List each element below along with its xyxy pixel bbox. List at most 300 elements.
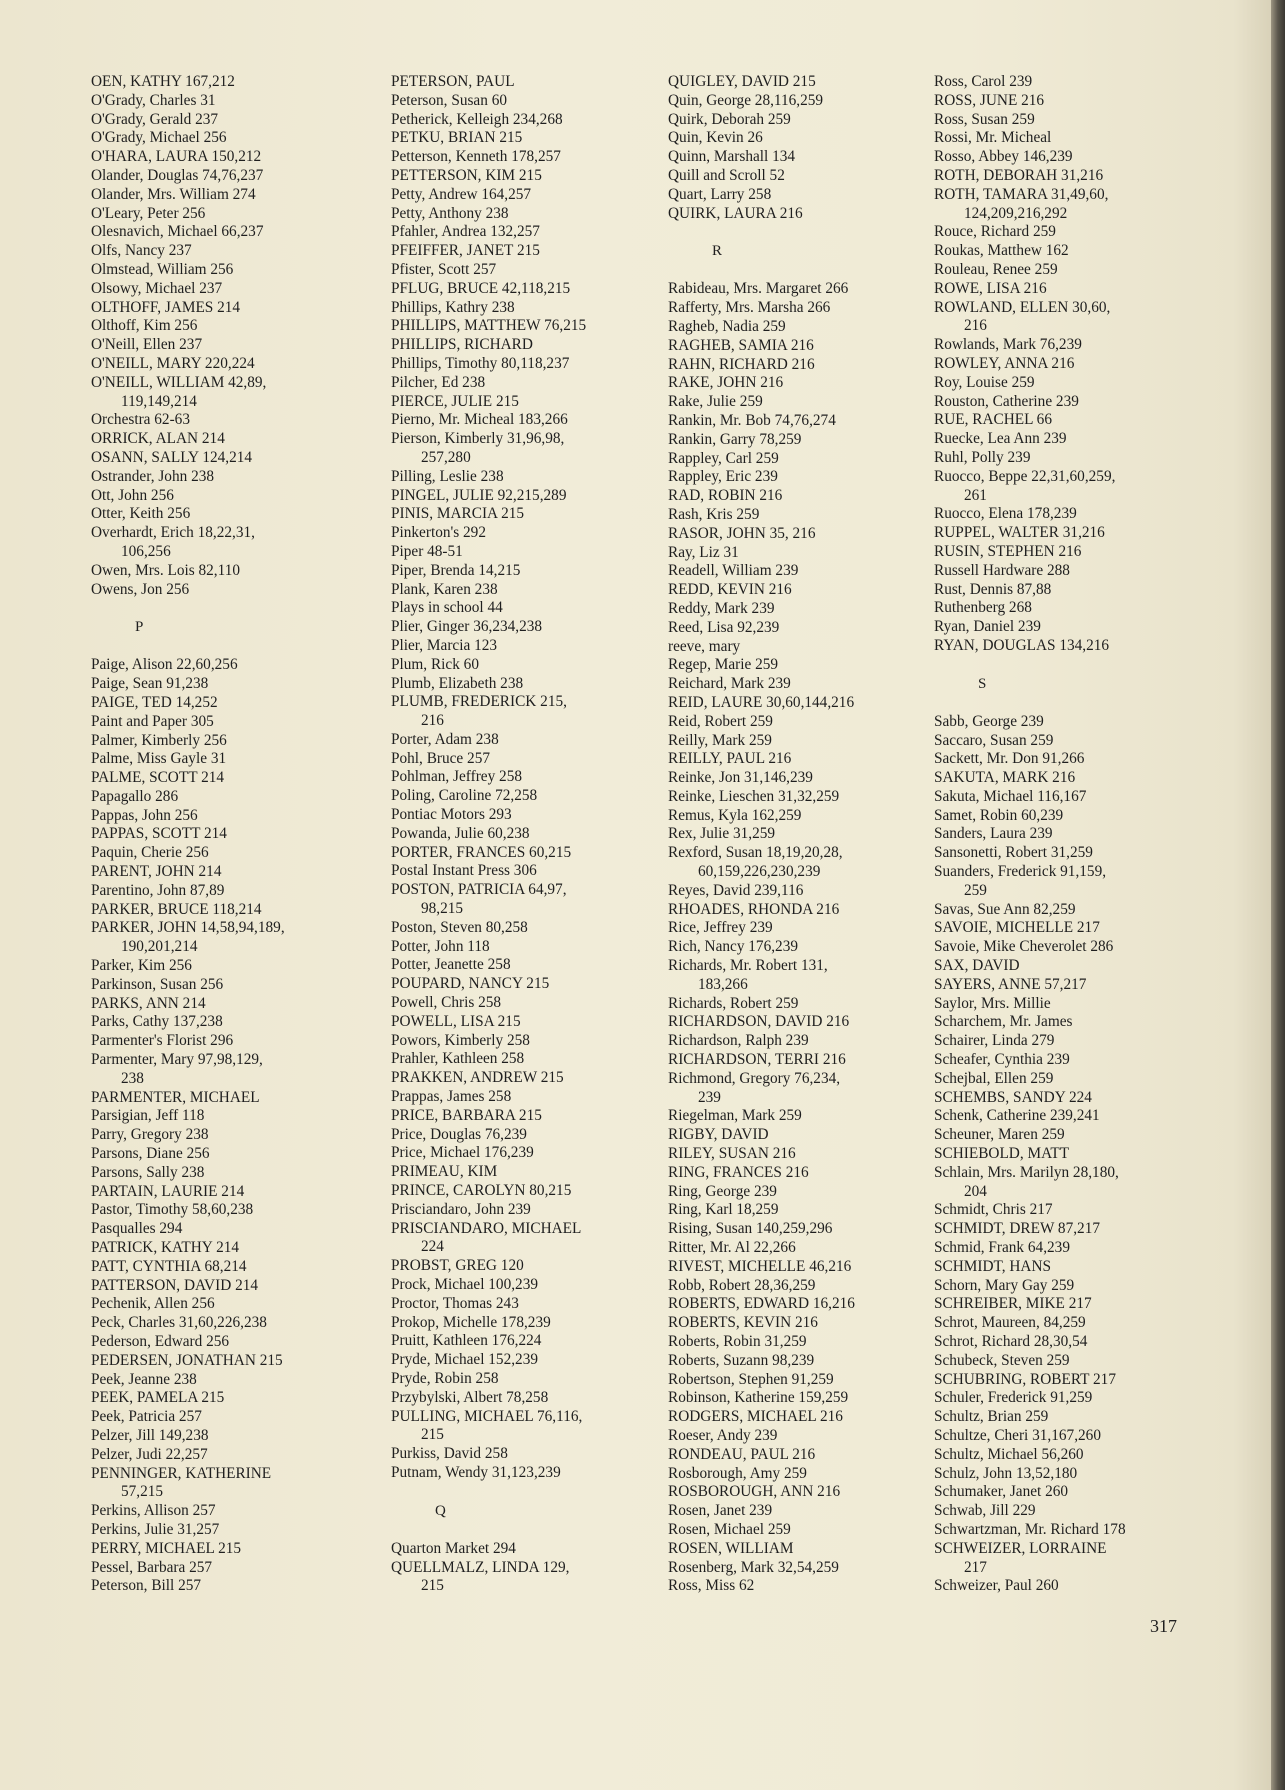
index-entry	[668, 675, 938, 694]
index-entry	[91, 1164, 361, 1183]
index-entry-text: Pessel, Barbara 257	[91, 1558, 213, 1576]
index-entry	[391, 1295, 661, 1314]
index-entry	[91, 750, 361, 769]
index-entry	[668, 901, 938, 920]
index-entry-text: Phillips, Kathry 238	[391, 298, 515, 316]
index-entry-text: Pruitt, Kathleen 176,224	[391, 1332, 542, 1350]
index-entry-text: Prahler, Kathleen 258	[391, 1050, 525, 1068]
index-entry	[91, 1295, 361, 1314]
index-entry	[91, 1201, 361, 1220]
index-entry-text: Pfister, Scott 257	[391, 260, 497, 278]
index-entry-text: Ryan, Daniel 239	[934, 618, 1041, 636]
index-entry-text: Plum, Rick 60	[391, 655, 479, 673]
index-entry-text: PETERSON, PAUL	[391, 73, 515, 90]
index-entry	[91, 581, 361, 600]
index-entry-text: PRISCIANDARO, MICHAEL	[391, 1219, 582, 1237]
index-entry-text: Rafferty, Mrs. Marsha 266	[668, 299, 831, 317]
index-entry	[91, 223, 361, 242]
index-entry	[934, 430, 1204, 449]
index-entry	[668, 1239, 938, 1258]
index-entry	[934, 1220, 1204, 1239]
index-entry	[668, 619, 938, 638]
index-entry-text: Rash, Kris 259	[668, 505, 760, 523]
index-entry	[91, 995, 361, 1014]
index-entry-text: Perkins, Allison 257	[91, 1502, 216, 1520]
index-entry-text: O'Grady, Michael 256	[91, 129, 227, 147]
index-entry-text: Roukas, Matthew 162	[934, 242, 1069, 260]
index-entry-text: Sanders, Laura 239	[934, 825, 1053, 843]
index-entry-text: RICHARDSON, DAVID 216	[668, 1013, 850, 1031]
index-entry	[668, 694, 938, 713]
index-entry-text: Ross, Carol 239	[934, 73, 1033, 90]
index-entry-text: PINIS, MARCIA 215	[391, 505, 525, 523]
index-entry-text: Rabideau, Mrs. Margaret 266	[668, 280, 849, 298]
index-entry-text: Olesnavich, Michael 66,237	[91, 223, 264, 241]
index-entry	[668, 1277, 938, 1296]
index-entry	[391, 1069, 661, 1088]
index-entry	[668, 713, 938, 732]
index-entry	[934, 186, 1204, 224]
index-entry	[391, 1351, 661, 1370]
index-entry-text: Parmenter's Florist 296	[91, 1032, 234, 1050]
index-entry	[934, 1427, 1204, 1446]
index-entry-text: Plays in school 44	[391, 599, 503, 617]
index-entry	[391, 167, 661, 186]
index-entry-text: Saylor, Mrs. Millie	[934, 994, 1051, 1012]
index-entry	[391, 111, 661, 130]
index-entry	[391, 374, 661, 393]
index-entry-text: Rankin, Garry 78,259	[668, 430, 802, 448]
index-entry	[668, 995, 938, 1014]
index-entry	[934, 1126, 1204, 1145]
index-entry-text: Pappas, John 256	[91, 806, 198, 824]
index-entry-continuation: 239	[698, 1088, 721, 1106]
index-entry-continuation: 224	[421, 1238, 444, 1256]
index-entry-text: RAKE, JOHN 216	[668, 374, 784, 392]
index-entry	[91, 1559, 361, 1578]
index-entry	[934, 769, 1204, 788]
index-entry-text: Plank, Karen 238	[391, 580, 498, 598]
index-entry-text: Parsons, Sally 238	[91, 1163, 205, 1181]
index-entry	[391, 862, 661, 881]
index-entry	[668, 431, 938, 450]
index-entry	[391, 280, 661, 299]
index-entry	[668, 1295, 938, 1314]
index-entry-text: Purkiss, David 258	[391, 1445, 508, 1463]
index-entry-text: Quart, Larry 258	[668, 185, 772, 203]
index-entry-text: RUSIN, STEPHEN 216	[934, 542, 1082, 560]
index-entry	[391, 299, 661, 318]
index-entry-text: Plier, Marcia 123	[391, 636, 498, 654]
index-entry	[934, 919, 1204, 938]
index-entry-text: Parsons, Diane 256	[91, 1145, 210, 1163]
index-entry	[391, 656, 661, 675]
index-entry-text: Pierno, Mr. Micheal 183,266	[391, 411, 568, 429]
index-entry-text: PENNINGER, KATHERINE	[91, 1464, 272, 1482]
index-entry	[934, 1502, 1204, 1521]
index-entry-text: Przybylski, Albert 78,258	[391, 1388, 549, 1406]
index-entry-text: Rising, Susan 140,259,296	[668, 1220, 833, 1238]
index-entry-text: Schumaker, Janet 260	[934, 1483, 1069, 1501]
index-entry-text: PFEIFFER, JANET 215	[391, 242, 540, 260]
index-entry	[91, 1089, 361, 1108]
index-entry-text: QUELLMALZ, LINDA 129,	[391, 1558, 570, 1576]
index-entry-text: Petty, Andrew 164,257	[391, 185, 532, 203]
index-entry	[391, 1088, 661, 1107]
index-entry-text: Schulz, John 13,52,180	[934, 1464, 1078, 1482]
index-entry	[91, 487, 361, 506]
index-entry	[668, 919, 938, 938]
index-entry-text: POSTON, PATRICIA 64,97,	[391, 881, 567, 899]
index-entry-text: PERRY, MICHAEL 215	[91, 1539, 242, 1557]
index-entry	[934, 1013, 1204, 1032]
index-entry-text: Rosborough, Amy 259	[668, 1464, 807, 1482]
index-entry	[668, 938, 938, 957]
index-entry	[934, 1145, 1204, 1164]
index-entry	[668, 1577, 938, 1596]
index-entry-text: SAKUTA, MARK 216	[934, 769, 1076, 787]
index-entry-text: Overhardt, Erich 18,22,31,	[91, 524, 255, 542]
index-entry-text: RASOR, JOHN 35, 216	[668, 524, 816, 542]
index-entry	[668, 1070, 938, 1108]
index-entry	[91, 732, 361, 751]
index-entry-text: PIERCE, JULIE 215	[391, 392, 519, 410]
index-entry-text: POWELL, LISA 215	[391, 1012, 521, 1030]
index-entry-text: Rich, Nancy 176,239	[668, 938, 799, 956]
page-edge-shadow	[1271, 0, 1285, 1790]
index-entry-text: Rexford, Susan 18,19,20,28,	[668, 844, 843, 862]
index-entry-text: Sansonetti, Robert 31,259	[934, 844, 1093, 862]
index-entry	[668, 129, 938, 148]
index-entry-text: SCHMIDT, DREW 87,217	[934, 1220, 1101, 1238]
index-entry	[391, 750, 661, 769]
index-entry	[934, 73, 1204, 92]
index-entry	[91, 788, 361, 807]
index-entry-text: ROSBOROUGH, ANN 216	[668, 1483, 841, 1501]
index-entry	[934, 111, 1204, 130]
index-entry-text: Piper 48-51	[391, 542, 463, 560]
index-entry	[934, 280, 1204, 299]
index-entry-text: Ott, John 256	[91, 486, 174, 504]
index-entry-text: Papagallo 286	[91, 787, 179, 805]
index-entry-text: Schubeck, Steven 259	[934, 1351, 1070, 1369]
index-entry	[668, 581, 938, 600]
index-entry	[668, 562, 938, 581]
index-entry-continuation: 215	[421, 1426, 444, 1444]
index-entry-text: Roy, Louise 259	[934, 373, 1035, 391]
index-entry-continuation: 238	[121, 1069, 144, 1087]
index-entry	[668, 506, 938, 525]
index-entry-text: Ruhl, Polly 239	[934, 448, 1031, 466]
index-entry-text: Sabb, George 239	[934, 712, 1044, 730]
index-entry	[391, 317, 661, 336]
index-entry	[391, 618, 661, 637]
index-entry	[391, 562, 661, 581]
index-entry	[391, 844, 661, 863]
index-entry	[934, 1295, 1204, 1314]
index-entry	[391, 261, 661, 280]
index-entry	[391, 1257, 661, 1276]
index-entry-text: RUPPEL, WALTER 31,216	[934, 524, 1105, 542]
index-entry	[391, 693, 661, 731]
index-entry	[668, 299, 938, 318]
index-entry	[91, 1107, 361, 1126]
index-entry-text: ROWLAND, ELLEN 30,60,	[934, 298, 1111, 316]
index-entry-text: Olander, Douglas 74,76,237	[91, 166, 264, 184]
index-entry-text: Otter, Keith 256	[91, 505, 191, 523]
index-entry	[391, 1559, 661, 1597]
index-entry-text: Pederson, Edward 256	[91, 1333, 230, 1350]
index-entry-text: PHILLIPS, RICHARD	[391, 336, 533, 354]
index-entry	[391, 430, 661, 468]
index-entry-continuation: 106,256	[121, 542, 171, 560]
index-entry	[91, 1408, 361, 1427]
index-entry	[668, 807, 938, 826]
index-entry	[668, 1051, 938, 1070]
index-entry	[934, 299, 1204, 337]
index-entry	[668, 1483, 938, 1502]
index-entry-text: Potter, John 118	[391, 937, 490, 955]
index-entry	[668, 1502, 938, 1521]
index-entry-text: Roberts, Robin 31,259	[668, 1333, 807, 1350]
index-entry-text: Quin, Kevin 26	[668, 129, 763, 147]
index-entry-text: Robinson, Katherine 159,259	[668, 1389, 849, 1407]
index-entry-text: Ross, Miss 62	[668, 1577, 755, 1595]
index-entry	[91, 882, 361, 901]
index-entry	[934, 1408, 1204, 1427]
index-entry-text: Owen, Mrs. Lois 82,110	[91, 561, 240, 579]
index-entry	[91, 1540, 361, 1559]
index-entry-text: Reilly, Mark 259	[668, 731, 772, 749]
index-entry	[91, 1333, 361, 1352]
index-entry	[391, 1314, 661, 1333]
index-entry	[391, 1332, 661, 1351]
index-entry-text: Poston, Steven 80,258	[391, 918, 528, 936]
index-entry	[934, 1577, 1204, 1596]
index-entry	[668, 1013, 938, 1032]
index-entry	[934, 1465, 1204, 1484]
index-entry-text: Peterson, Bill 257	[91, 1577, 202, 1595]
index-entry	[668, 73, 938, 92]
index-entry-text: RAD, ROBIN 216	[668, 487, 783, 505]
index-entry	[91, 694, 361, 713]
index-entry-text: Poling, Caroline 72,258	[391, 787, 538, 805]
index-entry-text: Ruecke, Lea Ann 239	[934, 430, 1067, 448]
index-entry	[934, 1314, 1204, 1333]
index-entry-text: Pinkerton's 292	[391, 524, 486, 542]
index-entry-text: Robb, Robert 28,36,259	[668, 1276, 816, 1294]
index-entry-text: PFLUG, BRUCE 42,118,215	[391, 279, 571, 297]
index-entry-text: Ragheb, Nadia 259	[668, 317, 786, 335]
index-entry-text: OLTHOFF, JAMES 214	[91, 298, 241, 316]
index-entry	[668, 468, 938, 487]
index-entry	[934, 1521, 1204, 1540]
index-entry	[934, 618, 1204, 637]
index-entry-text: Quin, George 28,116,259	[668, 91, 824, 109]
index-entry	[391, 1445, 661, 1464]
index-entry	[668, 1258, 938, 1277]
index-entry	[668, 318, 938, 337]
index-entry	[391, 1389, 661, 1408]
index-entry	[391, 1370, 661, 1389]
index-entry	[91, 1239, 361, 1258]
index-entry-text: Reinke, Jon 31,146,239	[668, 769, 813, 787]
index-entry	[91, 901, 361, 920]
index-entry	[391, 543, 661, 562]
index-entry	[391, 1107, 661, 1126]
index-entry	[668, 1107, 938, 1126]
index-entry-text: Schenk, Catherine 239,241	[934, 1107, 1100, 1125]
index-entry	[91, 1389, 361, 1408]
index-entry	[668, 374, 938, 393]
index-entry	[668, 148, 938, 167]
index-entry	[934, 167, 1204, 186]
section-letter: S	[978, 675, 987, 692]
index-entry	[934, 393, 1204, 412]
index-entry	[391, 73, 661, 92]
index-entry-text: RUE, RACHEL 66	[934, 411, 1052, 429]
index-entry-text: Phillips, Timothy 80,118,237	[391, 354, 570, 372]
index-entry	[91, 186, 361, 205]
index-entry-text: PATT, CYNTHIA 68,214	[91, 1257, 247, 1275]
index-entry-text: PRIMEAU, KIM	[391, 1163, 498, 1181]
index-entry	[391, 1126, 661, 1145]
index-entry-continuation: 257,280	[421, 448, 471, 466]
index-entry-text: Parks, Cathy 137,238	[91, 1013, 223, 1031]
index-entry-text: Price, Michael 176,239	[391, 1144, 534, 1162]
index-entry	[91, 167, 361, 186]
index-entry-text: Schorn, Mary Gay 259	[934, 1276, 1075, 1294]
index-entry-text: RICHARDSON, TERRI 216	[668, 1051, 846, 1069]
index-entry-text: Olmstead, William 256	[91, 260, 234, 278]
index-entry	[668, 1032, 938, 1051]
index-entry-text: Pryde, Michael 152,239	[391, 1351, 538, 1369]
index-entry	[391, 731, 661, 750]
index-entry	[668, 750, 938, 769]
index-entry-text: Paint and Paper 305	[91, 712, 214, 730]
index-entry-text: Saccaro, Susan 259	[934, 731, 1054, 749]
index-entry	[668, 1389, 938, 1408]
index-entry-text: Rowlands, Mark 76,239	[934, 336, 1082, 354]
index-entry-text: Prokop, Michelle 178,239	[391, 1313, 551, 1331]
index-entry-text: Parentino, John 87,89	[91, 881, 225, 899]
index-entry-text: Price, Douglas 76,239	[391, 1125, 527, 1143]
index-entry	[668, 1540, 938, 1559]
index-entry	[391, 1464, 661, 1483]
index-entry	[91, 1220, 361, 1239]
index-entry	[91, 1427, 361, 1446]
index-entry-text: Ruocco, Beppe 22,31,60,259,	[934, 467, 1116, 485]
index-entry	[391, 186, 661, 205]
index-entry-text: Paige, Alison 22,60,256	[91, 656, 238, 674]
index-entry	[391, 581, 661, 600]
index-entry-text: Postal Instant Press 306	[391, 862, 537, 880]
index-entry-text: SCHMIDT, HANS	[934, 1257, 1052, 1275]
index-entry	[91, 1258, 361, 1277]
index-entry-text: SCHUBRING, ROBERT 217	[934, 1370, 1116, 1388]
index-entry-text: Rosenberg, Mark 32,54,259	[668, 1558, 839, 1576]
index-entry-text: Richardson, Ralph 239	[668, 1032, 809, 1050]
index-entry	[668, 205, 938, 224]
index-entry-text: PEEK, PAMELA 215	[91, 1389, 225, 1407]
index-entry-text: Richards, Robert 259	[668, 994, 799, 1012]
index-entry	[934, 957, 1204, 976]
index-entry-text: Pilling, Leslie 238	[391, 467, 504, 485]
index-entry	[668, 957, 938, 995]
index-entry-text: Schrot, Richard 28,30,54	[934, 1333, 1088, 1350]
index-entry-text: Schairer, Linda 279	[934, 1032, 1055, 1050]
index-entry-text: RIGBY, DAVID	[668, 1126, 769, 1144]
index-column-3	[668, 73, 938, 1596]
index-entry-text: ROTH, DEBORAH 31,216	[934, 166, 1104, 184]
index-entry	[391, 1050, 661, 1069]
index-entry	[668, 656, 938, 675]
index-entry	[391, 1032, 661, 1051]
index-entry	[91, 957, 361, 976]
index-entry-text: Rex, Julie 31,259	[668, 825, 776, 843]
index-entry-continuation: 215	[421, 1577, 444, 1595]
index-entry-text: OSANN, SALLY 124,214	[91, 448, 253, 466]
index-entry	[391, 938, 661, 957]
index-entry	[668, 1446, 938, 1465]
index-entry-text: RAHN, RICHARD 216	[668, 355, 815, 373]
index-column-4	[934, 73, 1204, 1596]
index-entry-text: Ostrander, John 238	[91, 467, 215, 485]
index-entry-text: Scheuner, Maren 259	[934, 1126, 1065, 1144]
index-entry	[668, 1126, 938, 1145]
index-entry	[391, 956, 661, 975]
index-entry-text: Peek, Jeanne 238	[91, 1370, 197, 1388]
index-entry-text: Suanders, Frederick 91,159,	[934, 863, 1107, 881]
index-entry	[934, 336, 1204, 355]
index-entry-text: SCHEMBS, SANDY 224	[934, 1088, 1092, 1106]
index-entry	[668, 882, 938, 901]
index-entry-text: Powors, Kimberly 258	[391, 1031, 530, 1049]
index-entry	[934, 976, 1204, 995]
index-entry	[91, 73, 361, 92]
index-entry	[934, 129, 1204, 148]
index-entry	[391, 1201, 661, 1220]
index-entry	[91, 1521, 361, 1540]
index-entry-text: Rosso, Abbey 146,239	[934, 148, 1073, 166]
index-entry-text: Savoie, Mike Cheverolet 286	[934, 938, 1114, 956]
index-entry	[91, 355, 361, 374]
index-entry-text: Pelzer, Judi 22,257	[91, 1445, 208, 1463]
index-entry-text: ORRICK, ALAN 214	[91, 430, 225, 448]
index-entry	[668, 111, 938, 130]
index-entry	[91, 562, 361, 581]
index-entry	[934, 1032, 1204, 1051]
index-entry-text: Peck, Charles 31,60,226,238	[91, 1314, 267, 1332]
index-entry	[91, 1145, 361, 1164]
index-entry	[934, 468, 1204, 506]
index-entry	[668, 356, 938, 375]
index-entry-text: QUIGLEY, DAVID 215	[668, 73, 816, 90]
index-entry	[91, 205, 361, 224]
index-entry-text: PRAKKEN, ANDREW 215	[391, 1069, 564, 1087]
index-entry	[668, 167, 938, 186]
index-entry-text: Robertson, Stephen 91,259	[668, 1370, 834, 1388]
index-entry-text: PARMENTER, MICHAEL	[91, 1088, 260, 1106]
index-entry-text: REILLY, PAUL 216	[668, 750, 792, 768]
index-entry	[91, 713, 361, 732]
index-entry-continuation: 60,159,226,230,239	[698, 863, 821, 881]
index-entry-text: Parry, Gregory 238	[91, 1126, 209, 1144]
index-entry-continuation: 124,209,216,292	[964, 204, 1068, 222]
index-entry-text: Powell, Chris 258	[391, 994, 502, 1012]
index-entry	[668, 92, 938, 111]
index-entry-text: Palme, Miss Gayle 31	[91, 750, 227, 768]
